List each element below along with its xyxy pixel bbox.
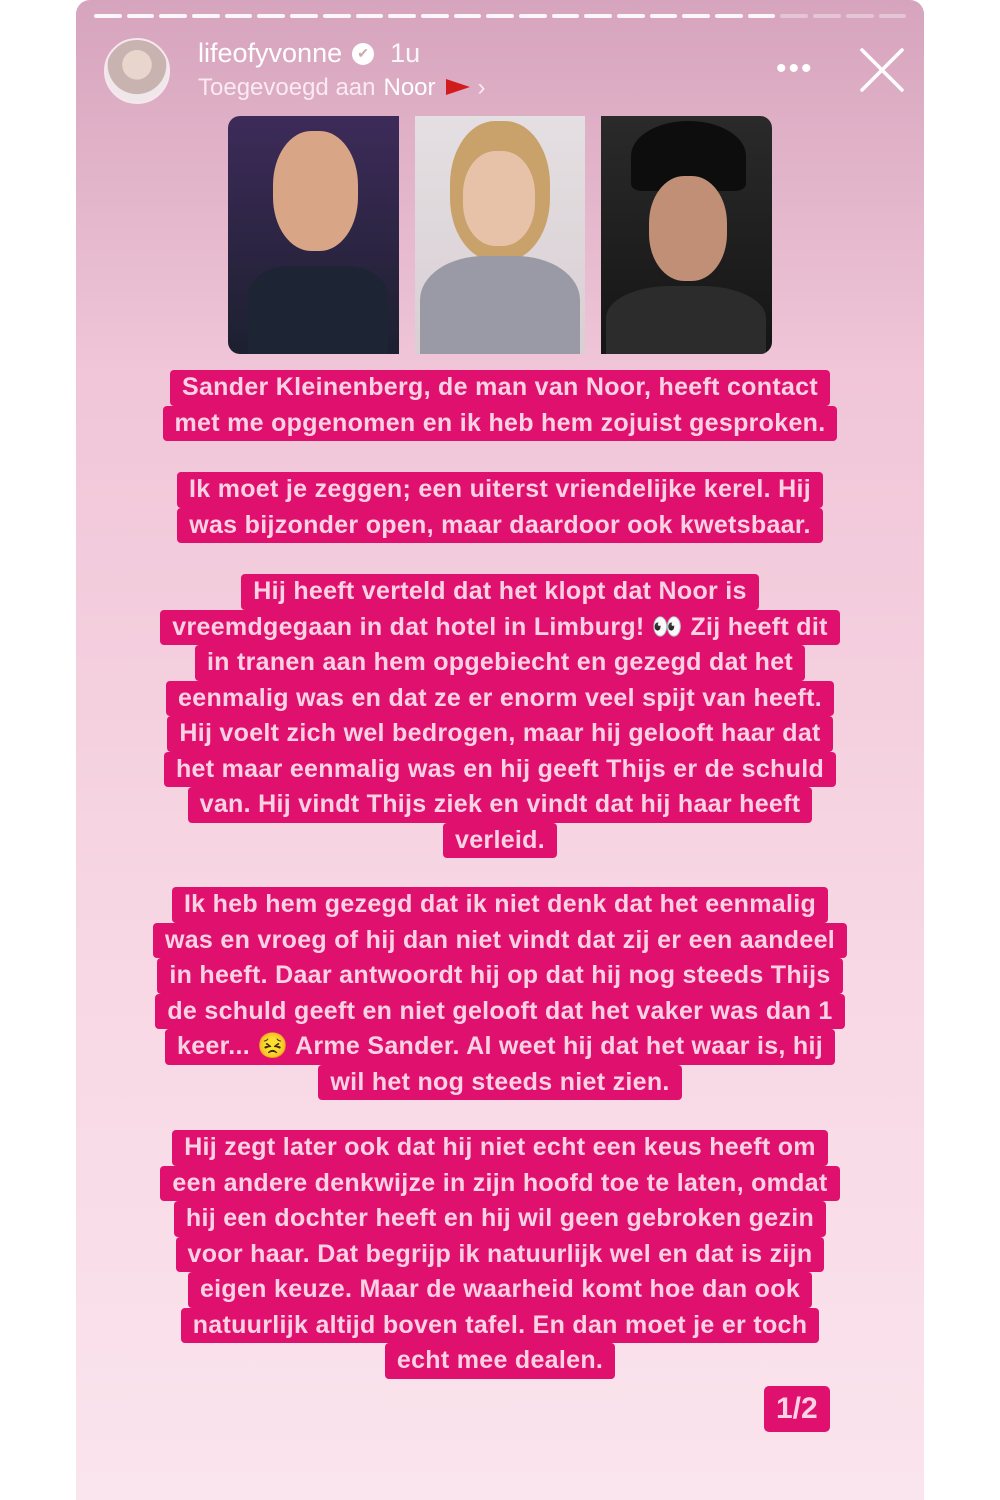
- progress-segment: [257, 14, 285, 18]
- text-line: Sander Kleinenberg, de man van Noor, heeft contact: [170, 370, 830, 406]
- more-options-button[interactable]: •••: [776, 52, 814, 85]
- post-time: 1u: [390, 38, 421, 68]
- progress-segment: [846, 14, 874, 18]
- progress-segment: [650, 14, 678, 18]
- red-flag-icon: [444, 79, 470, 97]
- text-line: Hij heeft verteld dat het klopt dat Noor is: [241, 574, 759, 610]
- progress-segment: [225, 14, 253, 18]
- text-line: was en vroeg of hij dan niet vindt dat zij er een aandeel: [153, 923, 847, 959]
- photo-man-2: [601, 116, 772, 354]
- progress-segment: [94, 14, 122, 18]
- text-line: natuurlijk altijd boven tafel. En dan moet je er toch: [181, 1308, 820, 1344]
- text-line: Hij voelt zich wel bedrogen, maar hij gelooft haar dat: [167, 716, 832, 752]
- text-line: eenmalig was en dat ze er enorm veel spijt van heeft.: [166, 681, 834, 717]
- text-line: in tranen aan hem opgebiecht en gezegd dat het: [195, 645, 805, 681]
- progress-segment: [617, 14, 645, 18]
- progress-segment: [159, 14, 187, 18]
- text-line: was bijzonder open, maar daardoor ook kwetsbaar.: [177, 508, 823, 544]
- progress-segment: [584, 14, 612, 18]
- text-line: het maar eenmalig was en hij geeft Thijs er de schuld: [164, 752, 836, 788]
- text-line: voor haar. Dat begrijp ik natuurlijk wel en dat is zijn: [176, 1237, 825, 1273]
- close-icon[interactable]: [856, 44, 908, 96]
- story-text: [76, 370, 924, 1379]
- progress-segment: [192, 14, 220, 18]
- text-line: echt mee dealen.: [385, 1343, 615, 1379]
- story-viewer[interactable]: [76, 0, 924, 1500]
- photo-woman: [415, 116, 586, 354]
- progress-segment: [780, 14, 808, 18]
- text-line: met me opgenomen en ik heb hem zojuist gesproken.: [163, 406, 838, 442]
- progress-segment: [290, 14, 318, 18]
- text-block: [76, 574, 924, 858]
- text-block: [76, 1130, 924, 1379]
- text-line: keer... 😣 Arme Sander. Al weet hij dat het waar is, hij: [165, 1029, 835, 1065]
- progress-segment: [127, 14, 155, 18]
- photo-collage: [228, 116, 772, 354]
- progress-segment: [879, 14, 907, 18]
- progress-segment: [519, 14, 547, 18]
- highlight-name: Noor: [383, 74, 436, 101]
- text-line: Ik heb hem gezegd dat ik niet denk dat het eenmalig: [172, 887, 828, 923]
- text-block: [76, 370, 924, 441]
- text-line: eigen keuze. Maar de waarheid komt hoe dan ook: [188, 1272, 812, 1308]
- text-line: de schuld geeft en niet gelooft dat het vaker was dan 1: [155, 994, 844, 1030]
- progress-segment: [323, 14, 351, 18]
- progress-segment: [813, 14, 841, 18]
- text-line: in heeft. Daar antwoordt hij op dat hij nog steeds Thijs: [157, 958, 842, 994]
- text-block: [76, 887, 924, 1100]
- progress-segment: [748, 14, 776, 18]
- progress-segment: [421, 14, 449, 18]
- photo-man-1: [228, 116, 399, 354]
- text-line: een andere denkwijze in zijn hoofd toe te laten, omdat: [160, 1166, 839, 1202]
- progress-segment: [388, 14, 416, 18]
- text-line: wil het nog steeds niet zien.: [318, 1065, 681, 1101]
- text-line: van. Hij vindt Thijs ziek en vindt dat hij haar heeft: [188, 787, 813, 823]
- progress-segment: [682, 14, 710, 18]
- verified-badge-icon: ✔: [352, 43, 374, 65]
- text-line: Ik moet je zeggen; een uiterst vriendelijke kerel. Hij: [177, 472, 823, 508]
- text-line: hij een dochter heeft en hij wil geen gebroken gezin: [174, 1201, 826, 1237]
- text-line: Hij zegt later ook dat hij niet echt een keus heeft om: [172, 1130, 828, 1166]
- progress-segment: [552, 14, 580, 18]
- username[interactable]: lifeofyvonne: [198, 38, 343, 68]
- avatar[interactable]: [104, 38, 170, 104]
- story-user[interactable]: [198, 38, 420, 69]
- chevron-right-icon: ›: [477, 74, 486, 101]
- story-progress-bar: [94, 14, 906, 18]
- added-to-label: Toegevoegd aan: [198, 74, 376, 101]
- progress-segment: [356, 14, 384, 18]
- page-indicator: 1/2: [764, 1386, 830, 1432]
- progress-segment: [486, 14, 514, 18]
- progress-segment: [715, 14, 743, 18]
- text-line: verleid.: [443, 823, 557, 859]
- highlight-link[interactable]: [198, 74, 486, 102]
- text-line: vreemdgegaan in dat hotel in Limburg! 👀 Zij heeft dit: [160, 610, 839, 646]
- progress-segment: [454, 14, 482, 18]
- text-block: [76, 472, 924, 543]
